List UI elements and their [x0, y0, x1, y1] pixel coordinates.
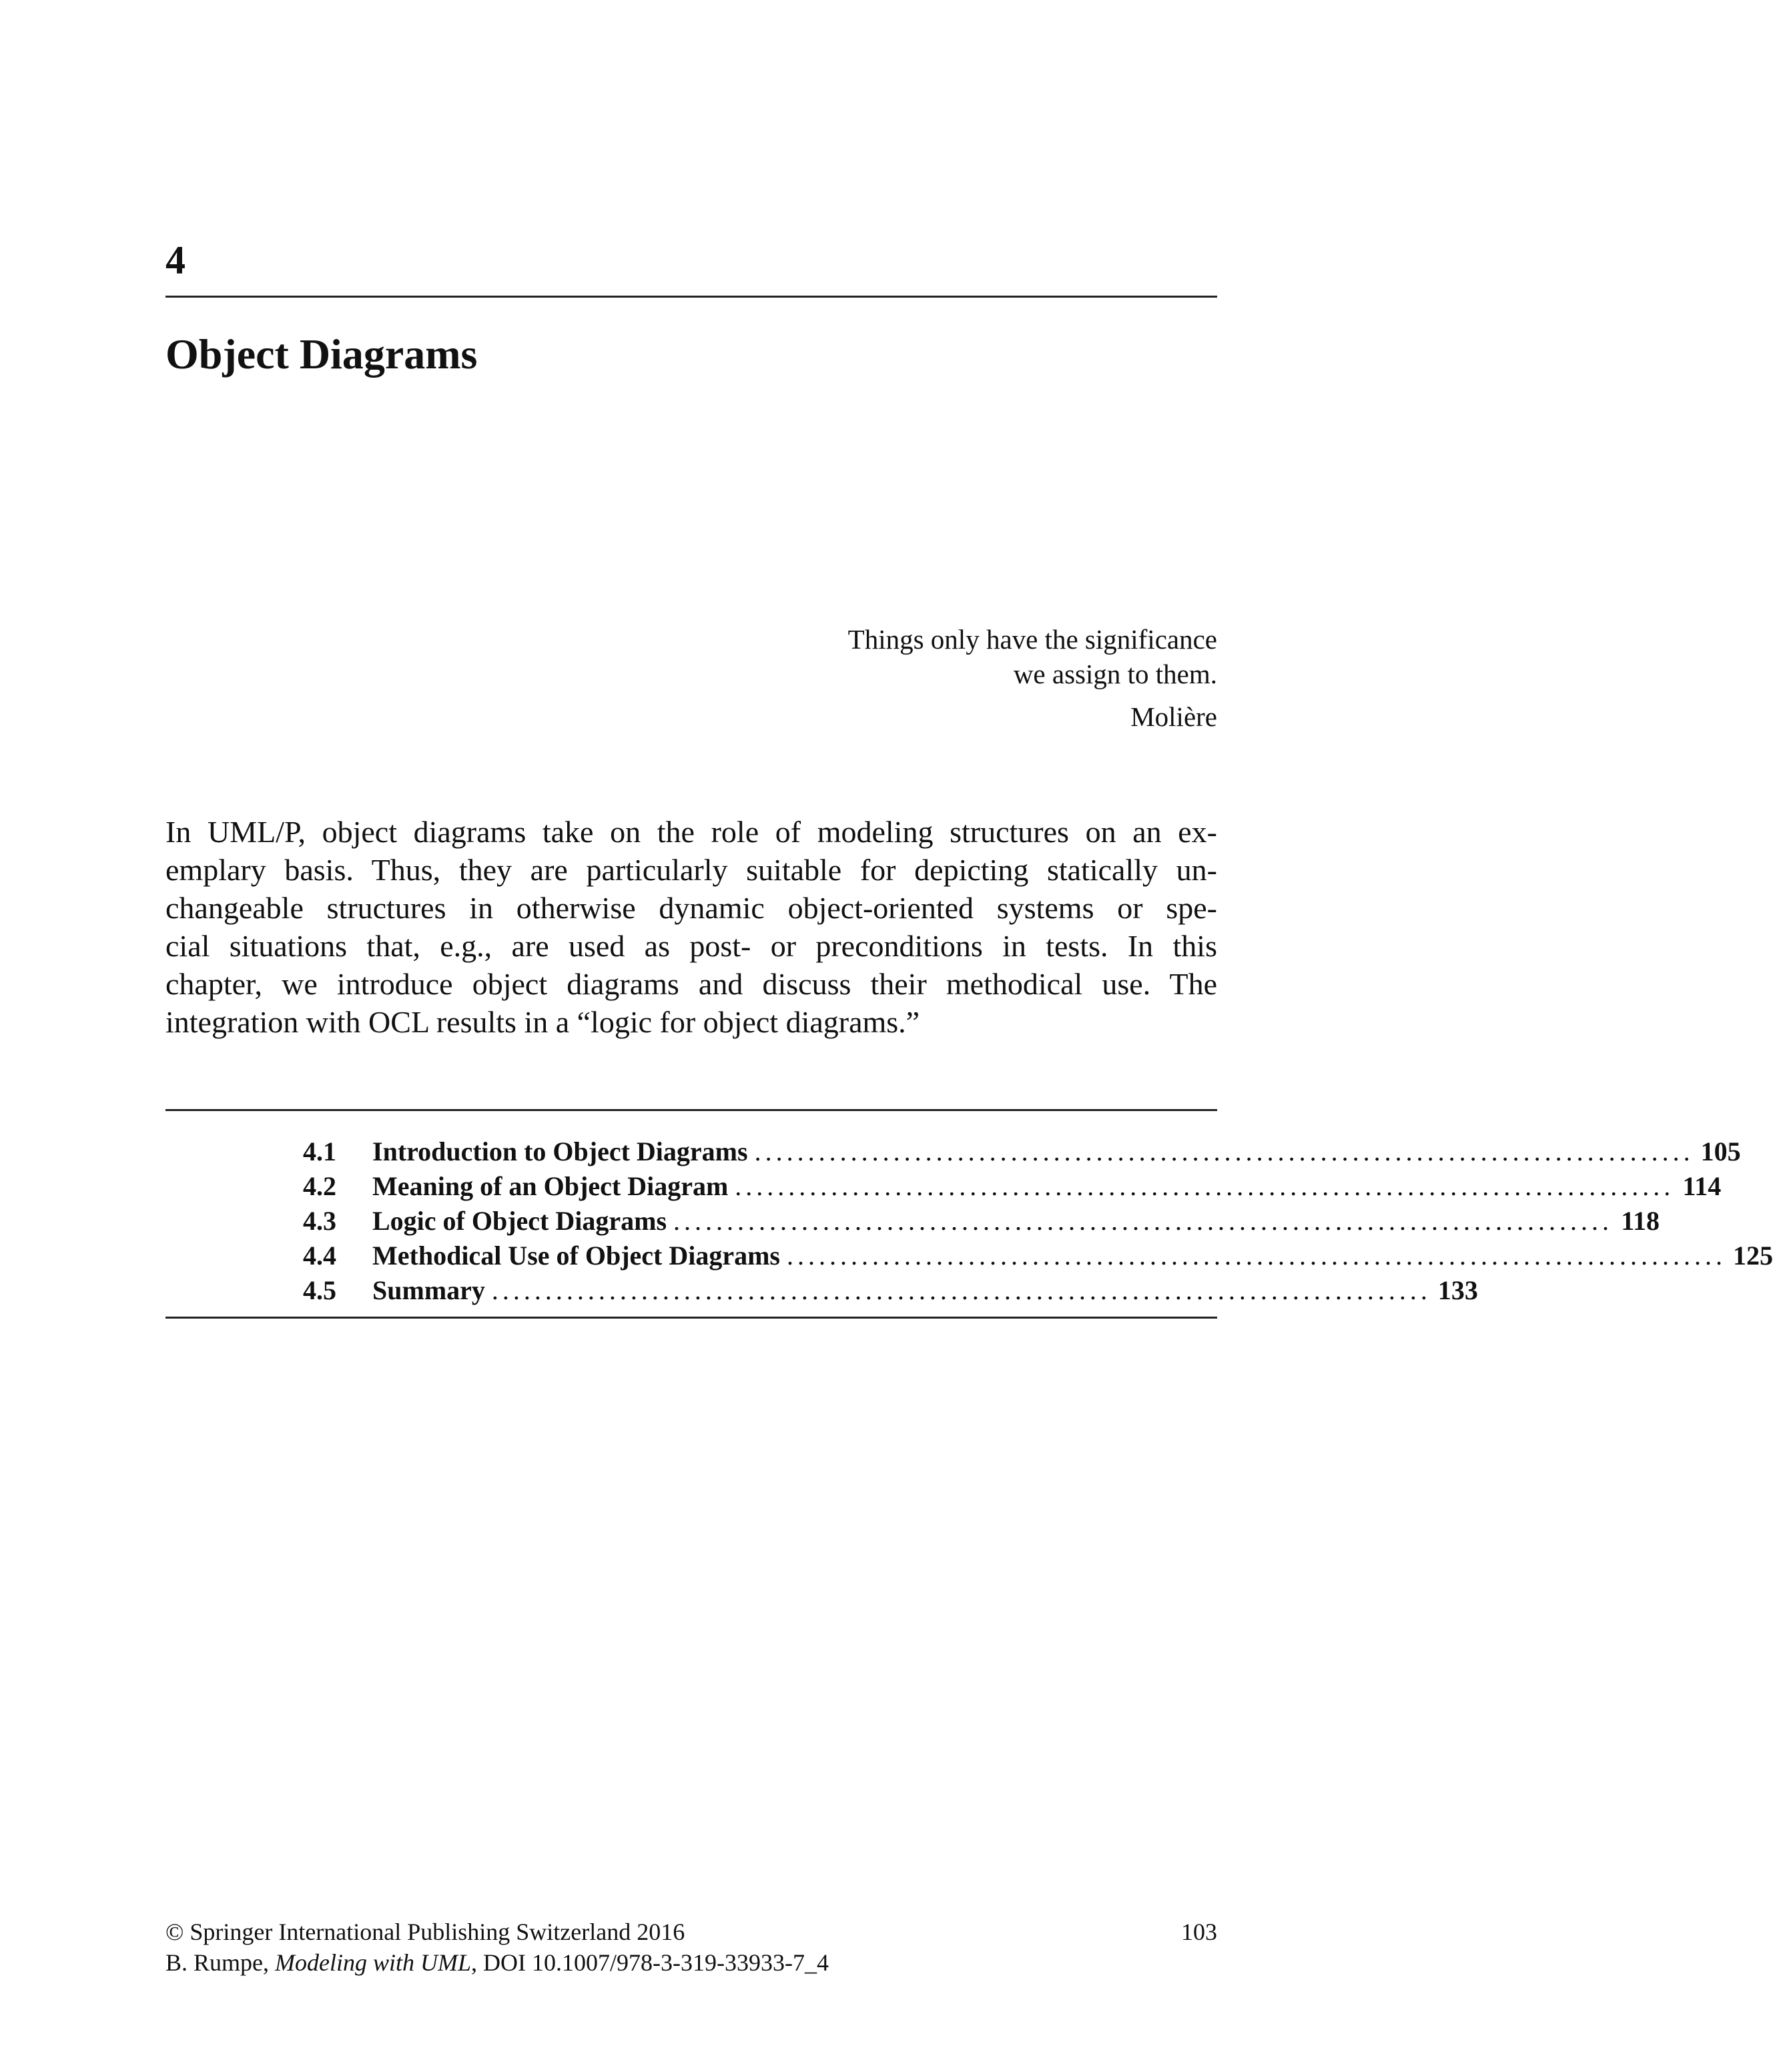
abstract-line: emplary basis. Thus, they are particularly suitable for depicting statically un-	[165, 853, 1217, 887]
epigraph-attribution: Molière	[1130, 701, 1217, 732]
citation-suffix: , DOI 10.1007/978-3-319-33933-7_4	[471, 1949, 829, 1976]
toc-entry-number: 4.1	[303, 1136, 336, 1166]
citation	[165, 1947, 1217, 1978]
toc-entry-number: 4.3	[303, 1206, 336, 1236]
toc-entry-title: Introduction to Object Diagrams	[372, 1136, 748, 1166]
abstract-line: integration with OCL results in a “logic for object diagrams.”	[165, 1005, 920, 1039]
chapter-abstract	[165, 813, 1217, 1041]
toc-leader-dots: ........................................................................................	[491, 1275, 1431, 1305]
abstract-line: chapter, we introduce object diagrams and discuss their methodical use. The	[165, 967, 1217, 1001]
footer-line	[165, 1917, 1217, 1947]
toc-entry-page: 125	[1732, 1241, 1773, 1271]
toc-entry-page: 133	[1437, 1275, 1478, 1305]
toc-leader-dots: ........................................................................................	[754, 1136, 1694, 1166]
toc-entry-title: Summary	[372, 1275, 485, 1305]
toc-entry-title: Logic of Object Diagrams	[372, 1206, 667, 1236]
toc-entry[interactable]	[303, 1134, 1741, 1169]
toc-leader-dots: ........................................................................................	[786, 1241, 1726, 1271]
toc-entry-page: 118	[1621, 1206, 1660, 1236]
toc-entry-number: 4.2	[303, 1171, 336, 1201]
toc-entry[interactable]	[303, 1169, 1722, 1204]
abstract-line: cial situations that, e.g., are used as post- or preconditions in tests. In this	[165, 929, 1217, 963]
toc-top-rule	[165, 1109, 1217, 1111]
abstract-line: changeable structures in otherwise dynamic object-oriented systems or spe-	[165, 891, 1217, 925]
book-title: Modeling with UML	[275, 1949, 472, 1976]
toc-leader-dots: ........................................................................................	[673, 1206, 1614, 1236]
toc-entry[interactable]	[303, 1239, 1773, 1273]
copyright-notice: © Springer International Publishing Switzerland 2016	[165, 1919, 685, 1945]
toc-leader-dots: ........................................................................................	[735, 1171, 1675, 1201]
citation-prefix: B. Rumpe,	[165, 1949, 276, 1976]
toc-entry-title: Meaning of an Object Diagram	[372, 1171, 729, 1201]
toc-entry-number: 4.5	[303, 1275, 336, 1305]
page-footer	[165, 1917, 1217, 1978]
epigraph	[617, 622, 1217, 734]
epigraph-line: Things only have the significance	[847, 624, 1217, 655]
table-of-contents	[303, 1134, 1773, 1308]
toc-entry-page: 114	[1682, 1171, 1722, 1201]
chapter-rule	[165, 296, 1217, 298]
toc-entry-page: 105	[1700, 1136, 1741, 1166]
toc-entry[interactable]	[303, 1273, 1478, 1308]
chapter-title: Object Diagrams	[165, 330, 478, 378]
epigraph-line: we assign to them.	[1013, 659, 1217, 689]
page-number: 103	[1181, 1919, 1217, 1945]
toc-entry-number: 4.4	[303, 1241, 336, 1271]
abstract-line: In UML/P, object diagrams take on the role of modeling structures on an ex-	[165, 815, 1217, 849]
toc-entry[interactable]	[303, 1204, 1660, 1239]
toc-bottom-rule	[165, 1317, 1217, 1319]
chapter-number: 4	[165, 238, 186, 282]
toc-entry-title: Methodical Use of Object Diagrams	[372, 1241, 780, 1271]
